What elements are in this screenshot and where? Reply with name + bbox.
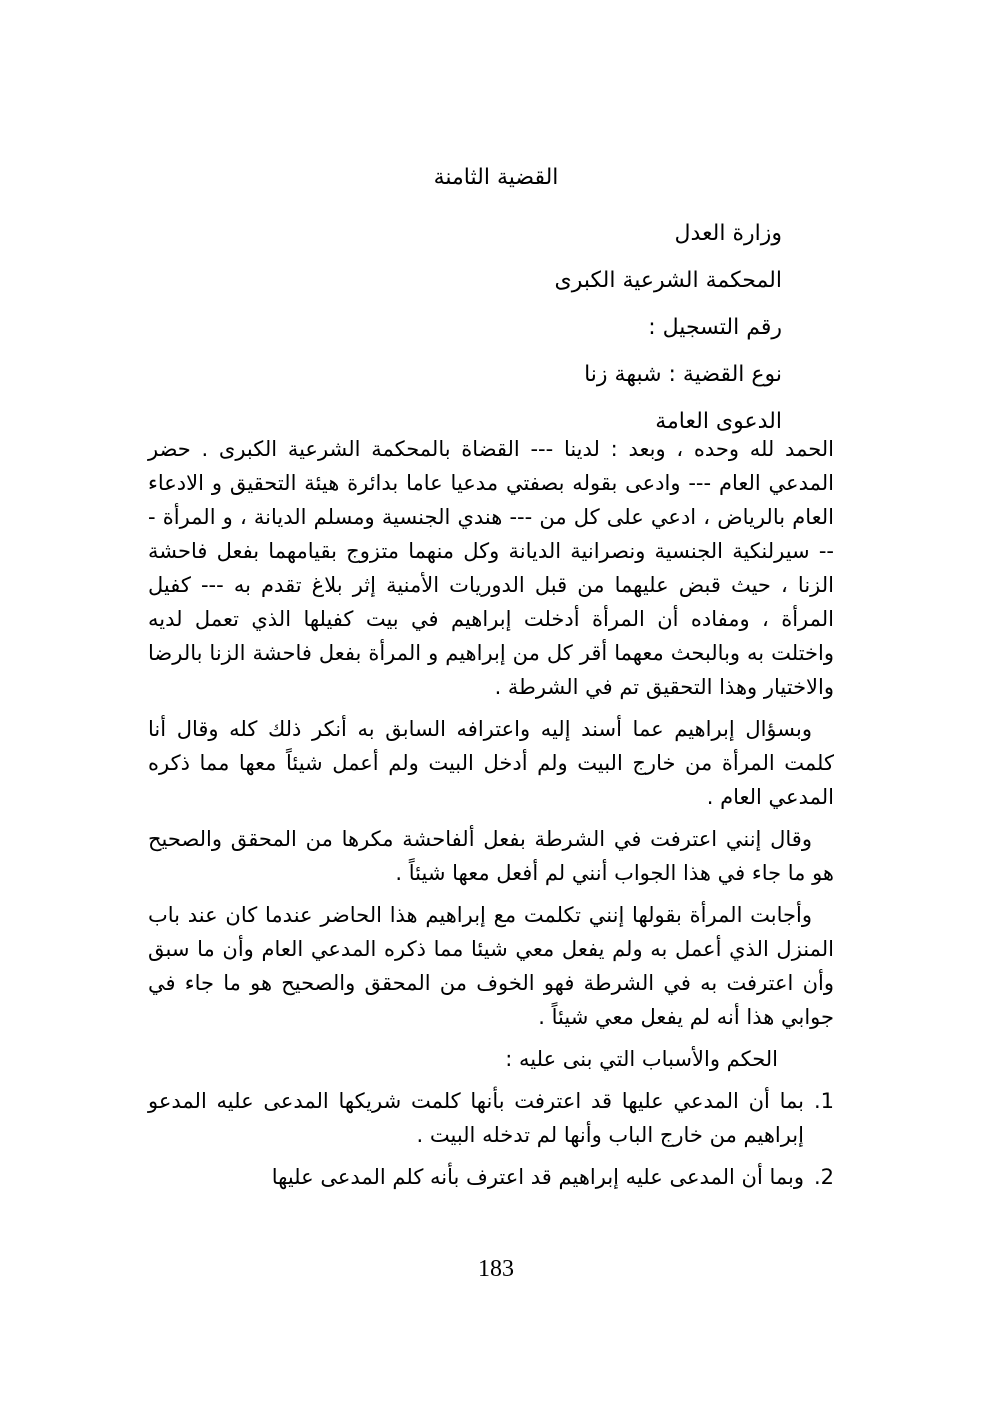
numbered-item bbox=[148, 1084, 834, 1152]
grounds-heading: الحكم والأسباب التي بنى عليه : bbox=[505, 1047, 778, 1071]
item-number: 2. bbox=[813, 1165, 834, 1189]
claim-line: الدعوى العامة bbox=[655, 409, 782, 434]
page-number: 183 bbox=[478, 1256, 514, 1282]
numbered-item bbox=[148, 1160, 834, 1194]
case-type-line: نوع القضية : شبهة زنا bbox=[584, 362, 782, 387]
paragraph-claim: الحمد لله وحده ، وبعد : لدينا --- القضاة بالمحكمة الشرعية الكبرى . حضر المدعي العام --- وادعى بقوله بصفتي مدعيا عاما بدائرة هيئة التحقيق و الادعاء العام بالرياض ، ادعي على كل من --- هندي الجنسية ومسلم الديانة ، و المرأة --- سيرلنكية الجنسية ونصرانية الديانة وكل منهما متزوج بقيامهما بفعل فاحشة الزنا ، حيث قبض عليهما من قبل الدوريات الأمنية إثر بلاغ تقدم به --- كفيل المرأة ، ومفاده أن المرأة أدخلت إبراهيم في بيت كفيلها الذي تعمل لديه واختلت به وبالبحث معهما أقر كل من إبراهيم و المرأة بفعل فاحشة الزنا بالرضا والاختيار وهذا التحقيق تم في الشرطة . bbox=[148, 437, 834, 699]
document-header bbox=[555, 210, 783, 445]
paragraph-woman-answer: وأجابت المرأة بقولها إنني تكلمت مع إبراهيم هذا الحاضر عندما كان عند باب المنزل الذي أعمل به ولم يفعل معي شيئا مما ذكره المدعي العام وأن ما سبق وأن اعترفت به في الشرطة فهو الخوف من المحقق والصحيح هو ما جاء في جوابي هذا أنه لم يفعل معي شيئاً . bbox=[148, 903, 834, 1029]
ministry-line: وزارة العدل bbox=[674, 221, 782, 246]
item-number: 1. bbox=[813, 1089, 834, 1113]
registration-line: رقم التسجيل : bbox=[648, 315, 782, 340]
document-body bbox=[148, 432, 834, 1202]
item-text: وبما أن المدعى عليه إبراهيم قد اعترف بأنه كلم المدعى عليها bbox=[271, 1165, 804, 1189]
court-line: المحكمة الشرعية الكبرى bbox=[554, 268, 782, 293]
paragraph-defendant-retraction: وقال إنني اعترفت في الشرطة بفعل ألفاحشة مكرها من المحقق والصحيح هو ما جاء في هذا الجواب أنني لم أفعل معها شيئاً . bbox=[148, 827, 834, 885]
case-title: القضية الثامنة bbox=[433, 165, 559, 190]
item-text: بما أن المدعي عليها قد اعترفت بأنها كلمت شريكها المدعى عليه المدعو إبراهيم من خارج الباب وأنها لم تدخله البيت . bbox=[148, 1089, 804, 1147]
paragraph-defendant-answer: وبسؤال إبراهيم عما أسند إليه واعترافه السابق به أنكر ذلك كله وقال أنا كلمت المرأة من خارج البيت ولم أدخل البيت ولم أعمل شيئاً معها مما ذكره المدعي العام . bbox=[148, 717, 834, 809]
